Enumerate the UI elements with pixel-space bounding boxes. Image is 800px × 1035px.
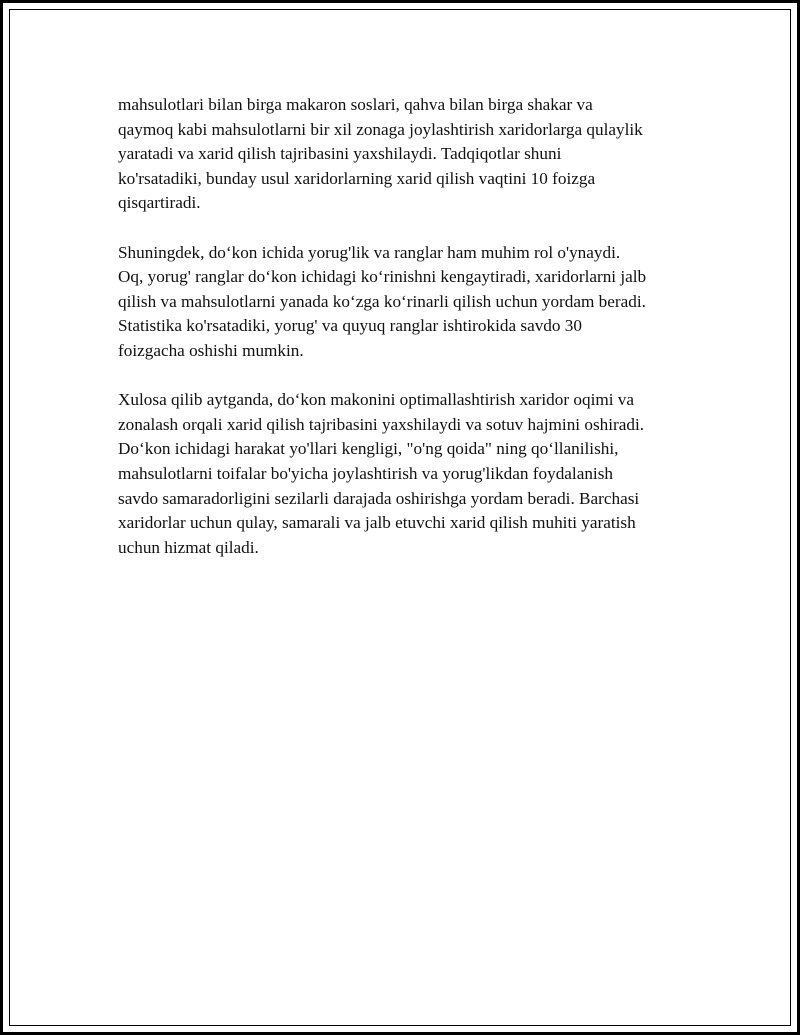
paragraph-line: yaratadi va xarid qilish tajribasini yaxshilaydi. Tadqiqotlar shuni <box>118 144 562 164</box>
paragraph-line: Statistika ko'rsatadiki, yorug' va quyuq ranglar ishtirokida savdo 30 <box>118 316 582 336</box>
paragraph-line: qaymoq kabi mahsulotlarni bir xil zonaga joylashtirish xaridorlarga qulaylik <box>118 119 643 139</box>
paragraph-1 <box>118 93 698 216</box>
paragraph-line: mahsulotlari bilan birga makaron soslari, qahva bilan birga shakar va <box>118 95 593 114</box>
paragraph-line: ko'rsatadiki, bunday usul xaridorlarning xarid qilish vaqtini 10 foizga <box>118 168 596 188</box>
paragraph-line: foizgacha oshishi mumkin. <box>118 340 304 360</box>
document-body <box>118 93 698 585</box>
paragraph-line: Do‘kon ichidagi harakat yo'llari kengligi, "o'ng qoida" ning qo‘llanilishi, <box>118 439 619 459</box>
paragraph-line: Xulosa qilib aytganda, do‘kon makonini optimallashtirish xaridor oqimi va <box>118 390 635 410</box>
paragraph-line: uchun hizmat qiladi. <box>118 537 259 557</box>
paragraph-line: Shuningdek, do‘kon ichida yorug'lik va ranglar ham muhim rol o'ynaydi. <box>118 242 621 262</box>
paragraph-line: qisqartiradi. <box>118 193 201 213</box>
paragraph-line: xaridorlar uchun qulay, samarali va jalb etuvchi xarid qilish muhiti yaratish <box>118 513 636 533</box>
paragraph-line: qilish va mahsulotlarni yanada ko‘zga ko‘rinarli qilish uchun yordam beradi. <box>118 291 646 311</box>
paragraph-line: mahsulotlarni toifalar bo'yicha joylashtirish va yorug'likdan foydalanish <box>118 463 613 483</box>
paragraph-line: Oq, yorug' ranglar do‘kon ichidagi ko‘rinishni kengaytiradi, xaridorlarni jalb <box>118 267 647 287</box>
paragraph-line: zonalash orqali xarid qilish tajribasini yaxshilaydi va sotuv hajmini oshiradi. <box>118 414 645 434</box>
paragraph-line: savdo samaradorligini sezilarli darajada oshirishga yordam beradi. Barchasi <box>118 488 640 508</box>
paragraph-3 <box>118 388 698 560</box>
paragraph-2 <box>118 241 698 364</box>
